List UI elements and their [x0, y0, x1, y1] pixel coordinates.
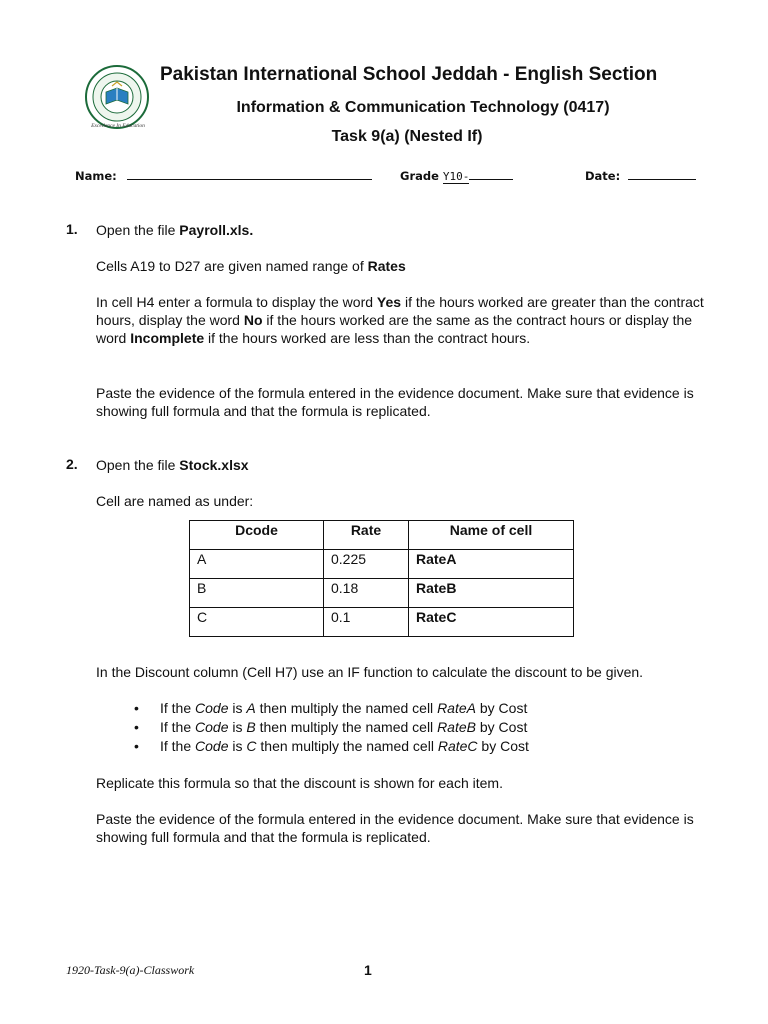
table-cell: RateA: [409, 550, 574, 579]
table-row: [190, 550, 574, 579]
grade-field[interactable]: [400, 167, 513, 183]
list-item: • If the Code is B then multiply the named cell RateB by Cost: [134, 719, 528, 735]
q2-if-instruction: In the Discount column (Cell H7) use an IF function to calculate the discount to be given.: [96, 664, 644, 680]
table-header: Rate: [324, 521, 409, 550]
task-title: Task 9(a) (Nested If): [331, 128, 483, 145]
q1-instructions: In cell H4 enter a formula to display the word Yes if the hours worked are greater than the contract hours, display the word No if the hours worked are the same as the contract hours or display the word Incomplete if the hours worked are less than the contract hours.: [96, 294, 704, 346]
bullet-icon: •: [134, 700, 139, 716]
q2-filename: Stock.xlsx: [179, 457, 249, 473]
q2-cell-names-intro: Cell are named as under:: [96, 493, 254, 509]
table-cell: C: [190, 608, 324, 637]
name-blank[interactable]: [127, 167, 372, 180]
bullet-icon: •: [134, 738, 139, 754]
bullet-icon: •: [134, 719, 139, 735]
subject-title: Information & Communication Technology (0417): [236, 99, 610, 116]
table-cell: 0.1: [324, 608, 409, 637]
q1-evidence-note: Paste the evidence of the formula entered in the evidence document. Make sure that evidence is showing full formula and that the formula is replicated.: [96, 385, 694, 419]
grade-label: Grade: [400, 169, 439, 183]
list-item: • If the Code is A then multiply the named cell RateA by Cost: [134, 700, 528, 716]
school-logo: [84, 64, 150, 130]
date-blank[interactable]: [628, 167, 696, 180]
q1-named-range: Cells A19 to D27 are given named range of Rates: [96, 258, 406, 274]
q2-evidence-note: Paste the evidence of the formula entered in the evidence document. Make sure that evidence is showing full formula and that the formula is replicated.: [96, 811, 694, 845]
date-field[interactable]: [585, 167, 696, 183]
table-cell: 0.225: [324, 550, 409, 579]
student-info-row: [75, 167, 715, 187]
grade-value: Y10-: [442, 170, 470, 183]
table-cell: 0.18: [324, 579, 409, 608]
table-cell: RateB: [409, 579, 574, 608]
name-label: Name:: [75, 169, 117, 183]
table-header: Name of cell: [409, 521, 574, 550]
table-header: Dcode: [190, 521, 324, 550]
q2-replicate-note: Replicate this formula so that the discount is shown for each item.: [96, 775, 503, 791]
footer-doc-id: 1920-Task-9(a)-Classwork: [66, 963, 195, 977]
school-title: Pakistan International School Jeddah - English Section: [160, 64, 658, 85]
table-row: [190, 579, 574, 608]
page-number: 1: [364, 962, 372, 978]
q1-filename: Payroll.xls.: [179, 222, 254, 238]
name-field[interactable]: [75, 167, 372, 183]
q2-open-file: Open the file Stock.xlsx: [96, 457, 249, 473]
list-item: • If the Code is C then multiply the named cell RateC by Cost: [134, 738, 529, 754]
conditions-list: [96, 699, 529, 756]
date-label: Date:: [585, 169, 621, 183]
table-cell: B: [190, 579, 324, 608]
q1-open-file: Open the file Payroll.xls.: [96, 222, 254, 238]
table-cell: RateC: [409, 608, 574, 637]
table-row: [190, 608, 574, 637]
named-cells-table: [189, 520, 574, 637]
logo-motto: Excellence In Education: [91, 123, 145, 129]
grade-blank[interactable]: [469, 167, 513, 180]
table-cell: A: [190, 550, 324, 579]
table-header-row: [190, 521, 574, 550]
